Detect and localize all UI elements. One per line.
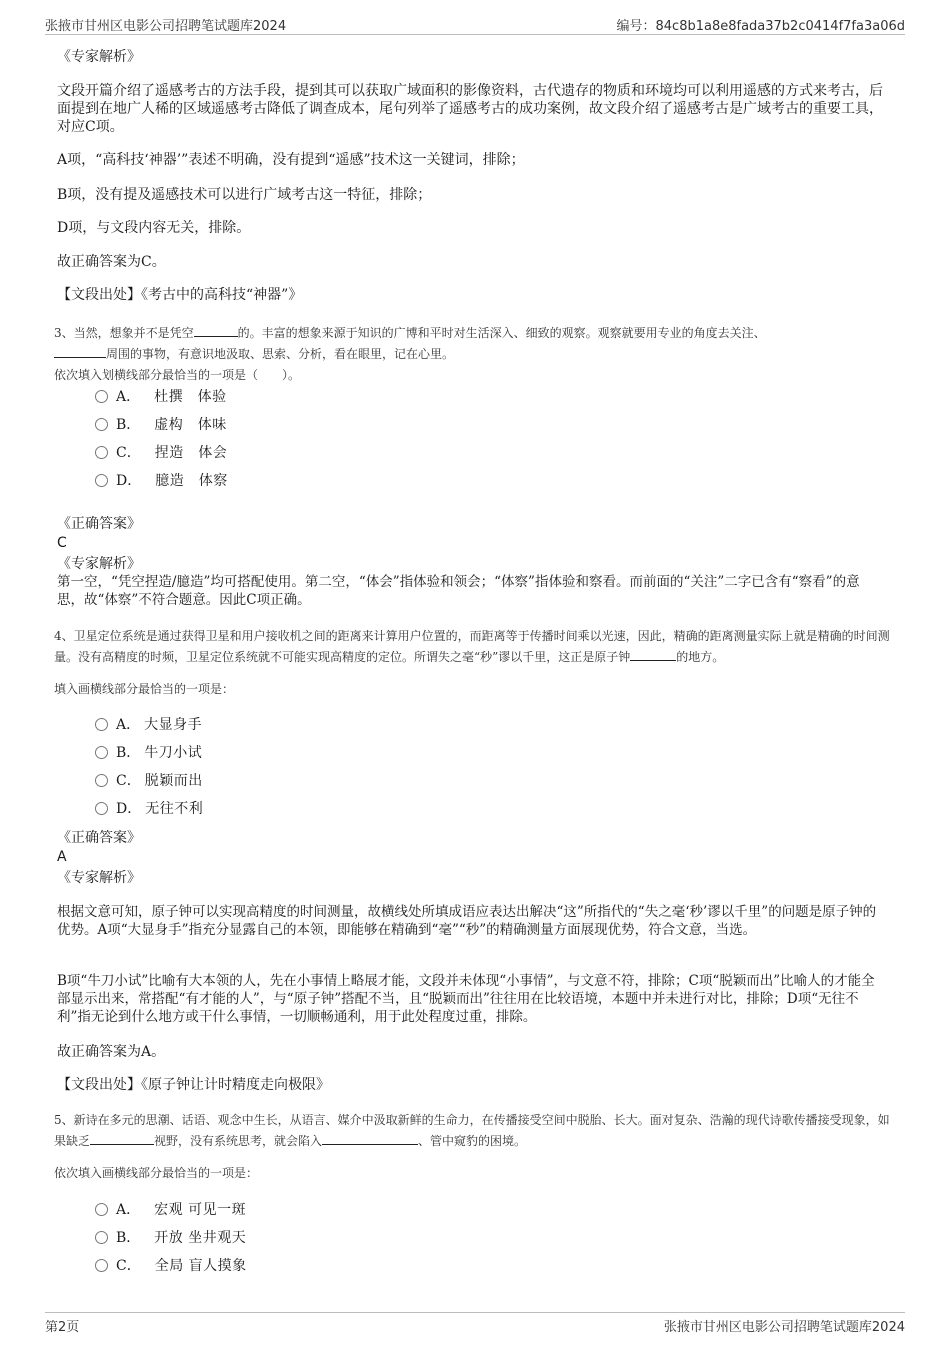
q5-stem: 5、新诗在多元的思潮、话语、观念中生长，从语言、媒介中汲取新鲜的生命力，在传播接受空间中脱胎、长大。面对复杂、浩瀚的现代诗歌传播接受现象，如果缺乏 视野，没有系统思考，就会陷入 、管中窥豹的困境。 [54,1113,890,1148]
q4-stem: 4、卫星定位系统是通过获得卫星和用户接收机之间的距离来计算用户位置的，而距离等于传播时间乘以光速，因此，精确的距离测量实际上就是精确的时间测量。没有高精度的时频，卫星定位系统就不可能实现高精度的定位。所谓失之毫“秒”谬以千里，这正是原子钟 的地方。 [54,629,890,664]
q4-analysis-label: 《专家解析》 [57,870,141,886]
header-title: 张掖市甘州区电影公司招聘笔试题库2024 [45,19,287,34]
radio-icon[interactable] [95,474,108,487]
page-footer [45,1312,905,1335]
q4-option-c[interactable]: C． 脱颖而出 [95,771,203,791]
q5-option-c[interactable]: C． 全局 盲人摸象 [95,1256,247,1276]
q3-instruction: 依次填入划横线部分最恰当的一项是（ ）。 [54,368,301,382]
q3-option-b[interactable]: B． 虚构 体味 [95,415,227,435]
radio-icon[interactable] [95,446,108,459]
q2-point-d: D项，与文段内容无关，排除。 [57,220,251,236]
radio-icon[interactable] [95,1231,108,1244]
radio-icon[interactable] [95,418,108,431]
radio-icon[interactable] [95,718,108,731]
q4-option-d[interactable]: D． 无往不利 [95,799,203,819]
q5-option-a[interactable]: A． 宏观 可见一斑 [95,1200,246,1220]
q3-answer-label: 《正确答案》 [57,516,141,532]
q3-option-a[interactable]: A． 杜撰 体验 [95,387,227,407]
q5-instruction: 依次填入画横线部分最恰当的一项是： [54,1166,259,1180]
header-doc-id: 编号：84c8b1a8e8fada37b2c0414f7fa3a06d [616,19,905,34]
q3-stem: 3、当然，想象并不是凭空 的。丰富的想象来源于知识的广博和平时对生活深入、细致的观察。观察就要用专业的角度去关注、 周围的事物，有意识地汲取、思索、分析，看在眼里，记在心里。 依次填入划横线部分最恰当的一项是（ ）。 [54,326,766,382]
q3-analysis: 第一空，“凭空捏造/臆造”均可搭配使用。第二空，“体会”指体验和领会；“体察”指体验和察看。而前面的“关注”二字已含有“察看”的意思，故“体察”不符合题意。因此C项正确。 [57,574,860,608]
page-number: 第2页 [45,1320,80,1335]
q3-option-c[interactable]: C． 捏造 体会 [95,443,227,463]
page-header [45,12,905,35]
q3-answer: C [57,535,67,551]
q4-answer-label: 《正确答案》 [57,830,141,846]
radio-icon[interactable] [95,390,108,403]
q2-point-b: B项，没有提及遥感技术可以进行广域考古这一特征，排除； [57,187,432,203]
q2-point-a: A项，“高科技‘神器’”表述不明确，没有提到“遥感”技术这一关键词，排除； [57,152,525,168]
radio-icon[interactable] [95,1203,108,1216]
q4-analysis-paragraph-1: 根据文意可知，原子钟可以实现高精度的时间测量，故横线处所填成语应表达出解决“这”所指代的“失之毫‘秒’谬以千里”的问题是原子钟的优势。A项“大显身手”指充分显露自己的本领，即能够在精确到“毫”“秒”的精确测量方面展现优势，符合文意，当选。 [57,904,877,938]
q4-analysis-paragraph-2: B项“牛刀小试”比喻有大本领的人，先在小事情上略展才能，文段并未体现“小事情”，与文意不符，排除；C项“脱颖而出”比喻人的才能全部显示出来，常搭配“有才能的人”，与“原子钟”搭配不当，且“脱颖而出”往往用在比较语境，本题中并未进行对比，排除；D项“无往不利”指无论到什么地方或干什么事情，一切顺畅通利，用于此处程度过重，排除。 [57,973,875,1025]
q4-option-b[interactable]: B． 牛刀小试 [95,743,202,763]
radio-icon[interactable] [95,774,108,787]
q2-analysis-label: 《专家解析》 [57,49,141,65]
q4-conclusion: 故正确答案为A。 [57,1044,166,1060]
q4-blank [630,648,676,661]
q4-answer: A [57,849,67,865]
q4-option-a[interactable]: A． 大显身手 [95,715,202,735]
q4-instruction: 填入画横线部分最恰当的一项是： [54,682,235,696]
q5-blank-2 [322,1132,418,1145]
q5-option-b[interactable]: B． 开放 坐井观天 [95,1228,246,1248]
footer-title: 张掖市甘州区电影公司招聘笔试题库2024 [663,1320,905,1335]
q3-blank-1 [194,324,238,337]
radio-icon[interactable] [95,802,108,815]
q2-analysis-paragraph: 文段开篇介绍了遥感考古的方法手段，提到其可以获取广域面积的影像资料，古代遗存的物质和环境均可以利用遥感的方式来考古，后面提到在地广人稀的区域遥感考古降低了调查成本，尾句列举了遥感考古的成功案例，故文段介绍了遥感考古是广域考古的重要工具，对应C项。 [57,83,883,135]
radio-icon[interactable] [95,1259,108,1272]
q2-conclusion: 故正确答案为C。 [57,254,166,270]
q5-blank-1 [90,1132,154,1145]
q2-source: 【文段出处】《考古中的高科技“神器”》 [57,287,303,303]
q3-blank-2 [54,345,106,358]
q3-option-d[interactable]: D． 臆造 体察 [95,471,228,491]
radio-icon[interactable] [95,746,108,759]
q4-source: 【文段出处】《原子钟让计时精度走向极限》 [57,1077,330,1093]
q3-analysis-label: 《专家解析》 [57,556,141,572]
